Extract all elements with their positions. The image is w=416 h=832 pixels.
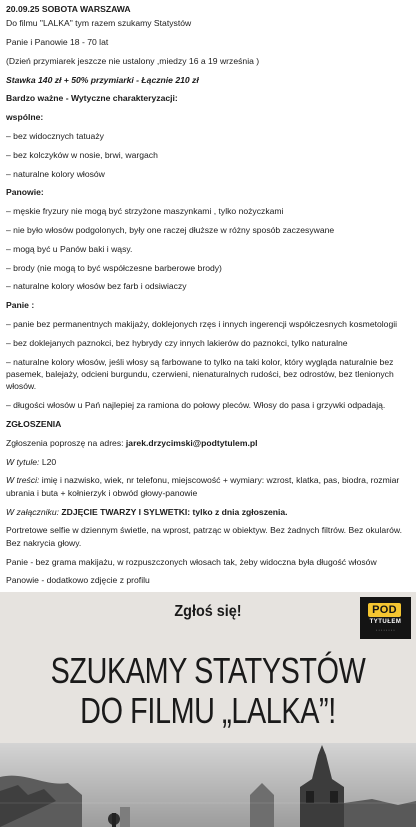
apply-email-link[interactable]: jarek.drzycimski@podtytulem.pl <box>125 437 258 448</box>
selfie-text: Portretowe selfie w dziennym świetle, na wprost, patrząc w obiektyw. Bez żadnych filtrów. Bez okularów. Bez nakrycia głowy. <box>6 525 402 548</box>
list-item: – męskie fryzury nie mogą być strzyżone maszynkami , tylko nożyczkami <box>6 206 284 217</box>
list-item: – naturalne kolory włosów bez farb i odsiwiaczy <box>6 281 187 292</box>
women-title: Panie : <box>6 300 35 311</box>
subject-label: W tytule: <box>6 456 40 467</box>
list-item: – naturalne kolory włosów <box>6 168 105 179</box>
logo-dots: • • • • • • • • <box>376 628 395 632</box>
list-item: – długości włosów u Pań najlepiej za ramiona do połowy pleców. Włosy do pasa i grzywki odpadają. <box>6 400 386 411</box>
body-label: W treści: <box>6 475 40 486</box>
logo-bottom-text: TYTUŁEM <box>369 619 402 625</box>
post-header: 20.09.25 SOBOTA WARSZAWA <box>6 4 131 14</box>
subject-value: L20 <box>39 456 57 467</box>
poster-photo <box>0 743 416 827</box>
intro-text: Do filmu "LALKA" tym razem szukamy Statystów <box>6 18 192 29</box>
apply-prefix: Zgłoszenia poproszę na adres: <box>6 437 126 448</box>
podtytulem-logo <box>360 597 411 639</box>
apply-line <box>6 437 410 449</box>
attach-line <box>6 506 410 518</box>
body-line <box>6 474 410 499</box>
women-photo-text: Panie - bez grama makijażu, w rozpuszczonych włosach tak, żeby widoczna była długość włosów <box>6 556 377 567</box>
body-value: imię i nazwisko, wiek, nr telefonu, miejscowość + wymiary: wzrost, klatka, pas, biodra, rozmiar ubrania i buta + kołnierzyk i obwód głowy-panowie <box>6 475 400 498</box>
logo-top-text: POD <box>368 603 401 617</box>
apply-title: ZGŁOSZENIA <box>6 418 62 429</box>
list-item: – naturalne kolory włosów, jeśli włosy są farbowane to tylko na taki kolor, który wygląda naturalnie bez pasemek, balejaży, odcieni burgundu, czerwieni, nienaturalnych rudości, bez odrostów, bez tlenionych włosów. <box>6 356 394 392</box>
attach-value: ZDJĘCIE TWARZY I SYLWETKI: tylko z dnia zgłoszenia. <box>59 506 288 517</box>
list-item: – nie było włosów podgolonych, były one raczej dłuższe w różny sposób zaczesywane <box>6 224 335 235</box>
poster-headline-2: DO FILMU „LALKA”! <box>80 690 336 731</box>
men-photo-text: Panowie - dodatkowo zdjęcie z profilu <box>6 575 150 586</box>
subject-line <box>6 456 410 468</box>
list-item: – bez widocznych tatuaży <box>6 130 104 141</box>
list-item: – bez doklejanych paznokci, bez hybrydy czy innych lakierów do paznokci, tylko naturalne <box>6 337 348 348</box>
rate-text: Stawka 140 zł + 50% przymiarki - Łącznie 210 zł <box>6 74 199 85</box>
men-title: Panowie: <box>6 187 44 198</box>
poster-headline-1: SZUKAMY STATYSTÓW <box>50 650 366 691</box>
list-item: – mogą być u Panów baki i wąsy. <box>6 243 133 254</box>
list-item: – bez kolczyków w nosie, brwi, wargach <box>6 149 158 160</box>
poster-photo-art <box>0 743 416 827</box>
list-item: – panie bez permanentnych makijaży, doklejonych rzęs i innych ingerencji współczesnych kosmetologii <box>6 318 398 329</box>
dates-text: (Dzień przymiarek jeszcze nie ustalony ,miedzy 16 a 19 września ) <box>6 55 260 66</box>
who-text: Panie i Panowie 18 - 70 lat <box>6 37 109 47</box>
guidelines-title: Bardzo ważne - Wytyczne charakteryzacji: <box>6 93 178 104</box>
list-item: – brody (nie mogą to być współczesne barberowe brody) <box>6 262 222 273</box>
attach-label: W załączniku: <box>6 506 60 517</box>
poster-cta: Zgłoś się! <box>174 603 242 620</box>
common-title: wspólne: <box>6 112 44 123</box>
